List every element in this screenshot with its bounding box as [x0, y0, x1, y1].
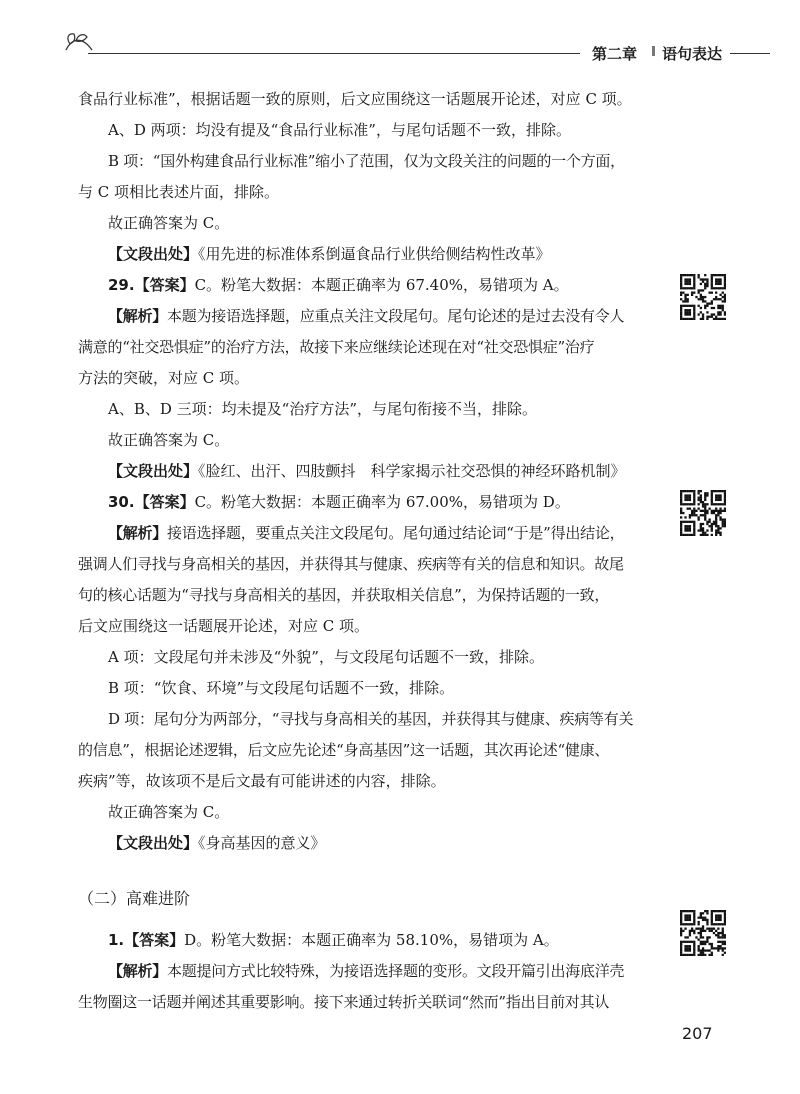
source-tag: 【文段出处】 — [108, 462, 199, 480]
answer-tag: 30.【答案】 — [108, 493, 195, 511]
text-line: B 项：“饮食、环境”与文段尾句话题不一致，排除。 — [108, 679, 455, 697]
chapter-label: 第二章 — [592, 45, 638, 63]
answer-tag: 1.【答案】 — [108, 931, 185, 949]
text-line: D 项：尾句分为两部分，“寻找与身高相关的基因，并获得其与健康、疾病等有关 — [108, 710, 634, 728]
topic-label: 语句表达 — [662, 45, 723, 63]
answer-tag: 29.【答案】 — [108, 276, 195, 294]
header-separator — [652, 46, 655, 56]
text-line: 生物圈这一话题并阐述其重要影响。接下来通过转折关联词“然而”指出目前对其认 — [78, 993, 610, 1011]
section-heading: （二）高难进阶 — [78, 889, 191, 908]
analysis-text: 本题为接语选择题，应重点关注文段尾句。尾句论述的是过去没有令人 — [167, 307, 625, 325]
text-line: 满意的“社交恐惧症”的治疗方法，故接下来应继续论述现在对“社交恐惧症”治疗 — [78, 338, 595, 356]
source-tag: 【文段出处】 — [108, 834, 199, 852]
qr-code-icon[interactable] — [680, 274, 726, 320]
analysis-line — [78, 301, 668, 332]
answer-line — [78, 925, 668, 956]
analysis-text: 接语选择题，要重点关注文段尾句。尾句通过结论词“于是”得出结论， — [167, 524, 625, 542]
text-line: 食品行业标准”，根据话题一致的原则，后文应围绕这一话题展开论述，对应 C 项。 — [78, 90, 632, 108]
analysis-line — [78, 956, 668, 987]
analysis-tag: 【解析】 — [108, 962, 168, 980]
qr-code-icon[interactable] — [680, 490, 726, 536]
header-rule — [88, 53, 580, 54]
answer-text: C。粉笔大数据：本题正确率为 67.00%，易错项为 D。 — [194, 493, 570, 511]
text-line: 疾病”等，故该项不是后文最有可能讲述的内容，排除。 — [78, 772, 446, 790]
header-rule-right — [730, 53, 770, 54]
answer-line — [78, 487, 668, 518]
analysis-text: 本题提问方式比较特殊，为接语选择题的变形。文段开篇引出海底洋壳 — [167, 962, 625, 980]
text-line: 故正确答案为 C。 — [108, 214, 230, 232]
page-header — [0, 0, 800, 70]
answer-text: C。粉笔大数据：本题正确率为 67.40%，易错项为 A。 — [194, 276, 569, 294]
analysis-line — [78, 518, 668, 549]
source-line — [78, 828, 668, 859]
page-number: 207 — [682, 1024, 713, 1043]
text-line: 句的核心话题为“寻找与身高相关的基因，并获取相关信息”，为保持话题的一致， — [78, 586, 610, 604]
text-line: A、D 两项：均没有提及“食品行业标准”，与尾句话题不一致，排除。 — [108, 121, 571, 139]
text-line: A 项：文段尾句并未涉及“外貌”，与文段尾句话题不一致，排除。 — [108, 648, 544, 666]
text-line: 强调人们寻找与身高相关的基因，并获得其与健康、疾病等有关的信息和知识。故尾 — [78, 555, 624, 573]
text-line: 方法的突破，对应 C 项。 — [78, 369, 250, 387]
text-line: 故正确答案为 C。 — [108, 803, 230, 821]
text-line: 的信息”，根据论述逻辑，后文应先论述“身高基因”这一话题，其次再论述“健康、 — [78, 741, 610, 759]
answer-line — [78, 270, 668, 301]
source-title: 《用先进的标准体系倒逼食品行业供给侧结构性改革》 — [198, 245, 551, 263]
analysis-tag: 【解析】 — [108, 524, 168, 542]
qr-code-icon[interactable] — [680, 910, 726, 956]
source-title: 《身高基因的意义》 — [198, 834, 326, 852]
analysis-tag: 【解析】 — [108, 307, 168, 325]
source-line — [78, 239, 668, 270]
text-line: 与 C 项相比表述片面，排除。 — [78, 183, 280, 201]
source-title: 《脸红、出汗、四肢颤抖 科学家揭示社交恐惧的神经环路机制》 — [198, 462, 626, 480]
text-line: B 项：“国外构建食品行业标准”缩小了范围，仅为文段关注的问题的一个方面， — [108, 152, 625, 170]
text-line: 后文应围绕这一话题展开论述，对应 C 项。 — [78, 617, 370, 635]
source-line — [78, 456, 668, 487]
source-tag: 【文段出处】 — [108, 245, 199, 263]
text-line: A、B、D 三项：均未提及“治疗方法”，与尾句衔接不当，排除。 — [108, 400, 537, 418]
page-body — [78, 84, 668, 1018]
answer-text: D。粉笔大数据：本题正确率为 58.10%，易错项为 A。 — [184, 931, 559, 949]
text-line: 故正确答案为 C。 — [108, 431, 230, 449]
leaf-vine-icon — [62, 30, 96, 54]
